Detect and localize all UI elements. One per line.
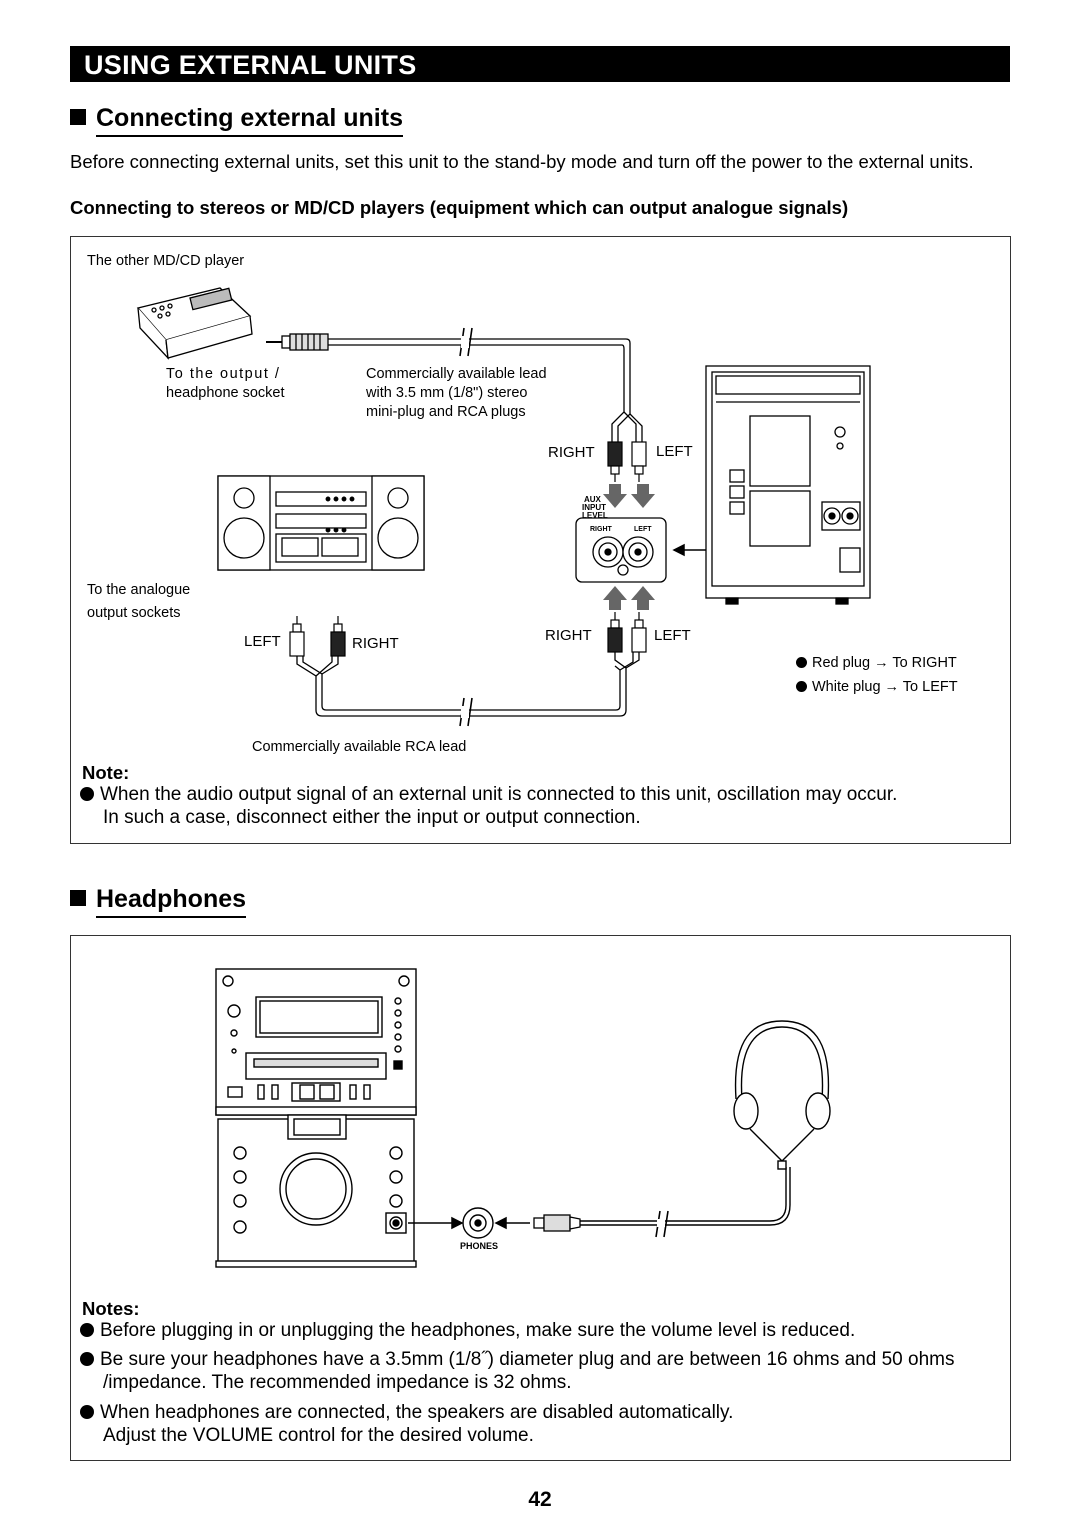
arrow-up-icons — [603, 586, 655, 610]
md-player-icon — [138, 288, 252, 358]
lead-label-2: with 3.5 mm (1/8") stereo — [366, 385, 528, 401]
stereo-system-icon — [218, 476, 424, 570]
intro-paragraph: Before connecting external units, set this unit to the stand-by mode and turn off the power to the external units. — [70, 151, 974, 172]
page-number: 42 — [528, 1488, 552, 1511]
output-socket-label-1: To the output / — [166, 366, 281, 382]
note-item-continued: Adjust the VOLUME control for the desired volume. — [103, 1425, 534, 1446]
note-item: Be sure your headphones have a 3.5mm (1/8˝) diameter plug and are between 16 ohms and 50 ohms /impedance. The recommended impedance is 32 ohms. — [80, 1348, 1025, 1394]
bullet-icon — [80, 1352, 94, 1366]
main-unit-front-icon — [216, 969, 416, 1115]
bullet-icon — [80, 1405, 94, 1419]
bullet-icon — [796, 681, 807, 692]
section-heading-text: Connecting external units — [96, 103, 403, 137]
section-heading-text: Headphones — [96, 884, 246, 918]
note-item: When the audio output signal of an external unit is connected to this unit, oscillation may occur. — [80, 783, 1005, 806]
main-unit-lower-icon — [216, 1115, 416, 1267]
aux-label-3: LEVEL — [582, 511, 608, 520]
phones-label: PHONES — [460, 1241, 499, 1251]
bullet-icon — [80, 787, 94, 801]
bullet-icon — [796, 657, 807, 668]
main-unit-rear-icon — [706, 366, 870, 604]
square-bullet-icon — [70, 109, 86, 125]
arrow-down-icons — [603, 484, 655, 508]
page-title: USING EXTERNAL UNITS — [70, 46, 1010, 82]
panel-right-label: RIGHT — [590, 526, 612, 533]
right-top-label: RIGHT — [548, 444, 595, 461]
section-heading-connecting — [70, 103, 403, 137]
note-item-continued: In such a case, disconnect either the input or output connection. — [103, 807, 641, 828]
panel-left-label: LEFT — [634, 526, 652, 533]
rca-plug-right-stereo-icon — [331, 616, 345, 656]
bullet-icon — [80, 1323, 94, 1337]
note-item: Before plugging in or unplugging the headphones, make sure the volume level is reduced. — [80, 1319, 1005, 1342]
output-socket-label-2: headphone socket — [166, 385, 285, 401]
headphones-diagram — [70, 935, 1011, 1275]
rca-lead-label: Commercially available RCA lead — [252, 739, 467, 755]
section-heading-headphones — [70, 884, 246, 918]
headphone-plug-icon — [534, 1215, 580, 1231]
analogue-label-1: To the analogue — [87, 582, 191, 598]
aux-label-1: AUX — [584, 495, 601, 504]
notes-title: Notes: — [82, 1298, 140, 1319]
phones-jack-icon — [463, 1208, 493, 1238]
connection-subheading: Connecting to stereos or MD/CD players (equipment which can output analogue signals) — [70, 197, 849, 218]
right-bottom-label: RIGHT — [545, 627, 592, 644]
right-stereo-label: RIGHT — [352, 635, 399, 652]
red-plug-legend: Red plug → To RIGHT — [796, 654, 957, 673]
rca-plug-left-top-icon — [632, 442, 646, 482]
white-plug-legend: White plug → To LEFT — [796, 678, 958, 697]
mini-plug-icon — [266, 334, 328, 350]
plug-arrow — [496, 1218, 530, 1228]
rca-plug-left-bottom-icon — [632, 612, 646, 652]
lead-label-1: Commercially available lead — [366, 366, 547, 382]
left-top-label: LEFT — [656, 443, 693, 460]
rca-plug-right-bottom-icon — [608, 612, 622, 652]
note-title: Note: — [82, 762, 130, 783]
aux-label-2: INPUT — [582, 503, 606, 512]
analogue-label-2: output sockets — [87, 605, 181, 621]
headphone-cable — [580, 1167, 790, 1237]
md-player-label: The other MD/CD player — [87, 253, 245, 269]
rca-plug-right-top-icon — [608, 442, 622, 482]
lead-label-3: mini-plug and RCA plugs — [366, 404, 526, 420]
rca-plug-left-stereo-icon — [290, 616, 304, 656]
left-stereo-label: LEFT — [244, 633, 281, 650]
left-bottom-label: LEFT — [654, 627, 691, 644]
headphones-icon — [734, 1021, 830, 1169]
phones-arrow — [408, 1218, 462, 1228]
connection-diagram — [70, 236, 1011, 844]
square-bullet-icon — [70, 890, 86, 906]
note-item: When headphones are connected, the speakers are disabled automatically. — [80, 1401, 1005, 1424]
